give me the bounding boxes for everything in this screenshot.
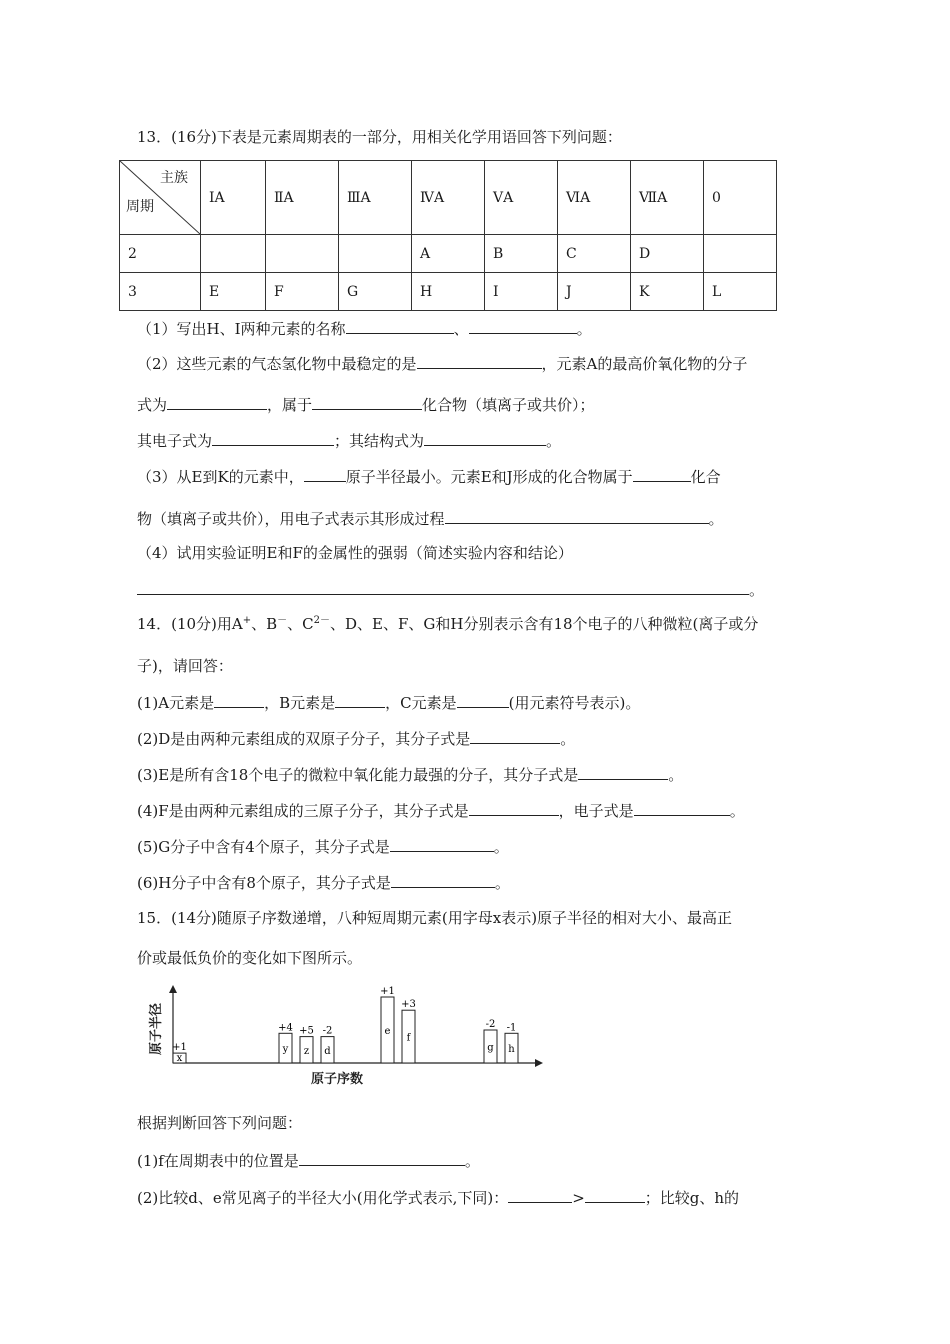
q13-part4-answer — [137, 578, 764, 600]
answer-blank[interactable] — [445, 507, 709, 524]
text: （3）从E到K的元素中， — [137, 468, 304, 486]
answer-blank[interactable] — [424, 429, 546, 446]
text: (1)A元素是 — [137, 694, 215, 712]
answer-blank[interactable] — [470, 727, 560, 744]
text: 。 — [494, 874, 510, 892]
text: 。 — [493, 838, 509, 856]
text: 。 — [560, 730, 576, 748]
valence-label: +1 — [172, 1042, 187, 1054]
element-cell: E — [201, 273, 266, 311]
group-header: ⅢA — [339, 161, 412, 235]
text: 化合 — [690, 468, 721, 486]
text: 化合物（填离子或共价）； — [422, 396, 595, 414]
element-cell — [704, 235, 777, 273]
charge-sup: + — [242, 615, 252, 626]
q14-part6 — [137, 871, 510, 893]
text: （1）写出H、I两种元素的名称 — [137, 320, 346, 338]
text: (用元素符号表示)。 — [508, 694, 641, 712]
text: 。 — [729, 802, 745, 820]
element-cell — [339, 235, 412, 273]
q14-part2 — [137, 727, 575, 749]
element-cell — [266, 235, 339, 273]
text: 。 — [576, 320, 592, 338]
text: 、 — [453, 320, 469, 338]
group-header: ⅤA — [485, 161, 558, 235]
bar-label: g — [487, 1042, 494, 1054]
table-corner-cell — [120, 161, 201, 235]
q15-part1 — [137, 1149, 480, 1171]
q13-part2-cont — [137, 393, 595, 415]
group-header: ⅦA — [631, 161, 704, 235]
corner-group-label: 主族 — [160, 170, 188, 186]
period-cell: 3 — [120, 273, 201, 311]
q15-heading-cont: 价或最低负价的变化如下图所示。 — [137, 949, 363, 967]
answer-blank[interactable] — [346, 317, 454, 334]
answer-blank[interactable] — [390, 835, 494, 852]
text: (1)f在周期表中的位置是 — [137, 1152, 299, 1170]
q14-part3 — [137, 763, 683, 785]
atomic-radius-chart — [145, 985, 545, 1090]
text: 物（填离子或共价），用电子式表示其形成过程 — [137, 510, 445, 528]
bar-label: f — [406, 1032, 411, 1044]
bar-label: d — [324, 1045, 331, 1057]
text: 其电子式为 — [137, 432, 213, 450]
answer-blank[interactable] — [212, 429, 334, 446]
text: 、C — [287, 615, 314, 633]
element-cell: H — [412, 273, 485, 311]
text: > — [572, 1189, 585, 1207]
x-axis-arrow-icon — [535, 1059, 543, 1067]
element-cell: A — [412, 235, 485, 273]
element-cell: B — [485, 235, 558, 273]
q13-heading: 13．(16分)下表是元素周期表的一部分，用相关化学用语回答下列问题： — [137, 128, 622, 146]
q13-part4: （4）试用实验证明E和F的金属性的强弱（简述实验内容和结论） — [137, 544, 573, 562]
group-header: 0 — [704, 161, 777, 235]
answer-blank[interactable] — [634, 799, 730, 816]
q14-heading-cont: 子)，请回答： — [137, 657, 233, 675]
answer-blank[interactable] — [469, 317, 577, 334]
periodic-table — [119, 160, 777, 311]
answer-blank[interactable] — [508, 1186, 572, 1203]
answer-blank[interactable] — [312, 393, 422, 410]
bar-label: x — [176, 1053, 183, 1064]
valence-label: -2 — [322, 1025, 333, 1037]
q13-part3 — [137, 465, 721, 487]
table-row — [120, 235, 777, 273]
answer-blank[interactable] — [137, 578, 749, 595]
valence-label: +3 — [401, 999, 416, 1011]
bar-label: y — [282, 1044, 289, 1056]
bar-label: z — [303, 1045, 310, 1057]
answer-blank[interactable] — [214, 691, 264, 708]
answer-blank[interactable] — [578, 763, 668, 780]
answer-blank[interactable] — [167, 393, 267, 410]
text: ，属于 — [267, 396, 313, 414]
answer-blank[interactable] — [633, 465, 691, 482]
q14-part5 — [137, 835, 509, 857]
q14-part1 — [137, 691, 640, 713]
valence-label: +1 — [380, 986, 395, 997]
element-cell: I — [485, 273, 558, 311]
element-cell: F — [266, 273, 339, 311]
text: (3)E是所有含18个电子的微粒中氧化能力最强的分子，其分子式是 — [137, 766, 579, 784]
element-cell — [201, 235, 266, 273]
q13-part3-cont — [137, 507, 724, 529]
group-header: ⅠA — [201, 161, 266, 235]
valence-label: -1 — [506, 1022, 517, 1034]
text: (6)H分子中含有8个原子，其分子式是 — [137, 874, 391, 892]
element-cell: L — [704, 273, 777, 311]
text: (4)F是由两种元素组成的三原子分子，其分子式是 — [137, 802, 469, 820]
text: ，电子式是 — [558, 802, 634, 820]
text: ，B元素是 — [264, 694, 336, 712]
period-cell: 2 — [120, 235, 201, 273]
q14-heading — [137, 614, 758, 634]
y-axis-label: 原子半径 — [149, 1002, 164, 1055]
corner-period-label: 周期 — [126, 199, 154, 215]
bar-label: h — [508, 1044, 515, 1056]
bar-label: e — [384, 1026, 391, 1037]
charge-sup: － — [277, 615, 288, 626]
element-cell: J — [558, 273, 631, 311]
group-header: ⅥA — [558, 161, 631, 235]
text: ，元素A的最高价氧化物的分子 — [541, 355, 748, 373]
charge-sup: 2－ — [313, 615, 330, 626]
group-header: ⅡA — [266, 161, 339, 235]
text: 。 — [546, 432, 562, 450]
text: 。 — [668, 766, 684, 784]
q15-heading: 15．(14分)随原子序数递增，八种短周期元素(用字母x表示)原子半径的相对大小、最高正 — [137, 909, 733, 927]
text: (2)比较d、e常见离子的半径大小(用化学式表示,下同)： — [137, 1189, 509, 1207]
q14-part4 — [137, 799, 745, 821]
text: 、D、E、F、G和H分别表示含有18个电子的八种微粒(离子或分 — [330, 615, 759, 633]
q15-instructions: 根据判断回答下列问题： — [137, 1114, 303, 1132]
answer-blank[interactable] — [304, 465, 346, 482]
text: ；其结构式为 — [334, 432, 425, 450]
q13-part2-formula — [137, 429, 561, 451]
text: 。 — [708, 510, 724, 528]
text: （2）这些元素的气态氢化物中最稳定的是 — [137, 355, 417, 373]
text: ；比较g、h的 — [644, 1189, 740, 1207]
text: (2)D是由两种元素组成的双原子分子，其分子式是 — [137, 730, 471, 748]
element-cell: G — [339, 273, 412, 311]
y-axis-arrow-icon — [169, 985, 177, 993]
text: 。 — [749, 581, 765, 599]
element-cell: K — [631, 273, 704, 311]
q13-part2 — [137, 352, 747, 374]
valence-label: -2 — [485, 1019, 496, 1030]
text: 式为 — [137, 396, 168, 414]
text: 。 — [464, 1152, 480, 1170]
element-cell: D — [631, 235, 704, 273]
valence-label: +4 — [278, 1022, 293, 1034]
text: 原子半径最小。元素E和J形成的化合物属于 — [345, 468, 633, 486]
answer-blank[interactable] — [391, 871, 495, 888]
answer-blank[interactable] — [457, 691, 509, 708]
answer-blank[interactable] — [585, 1186, 645, 1203]
answer-blank[interactable] — [335, 691, 385, 708]
answer-blank[interactable] — [299, 1149, 465, 1166]
text: (5)G分子中含有4个原子，其分子式是 — [137, 838, 390, 856]
text: 14．(10分)用A — [137, 615, 243, 633]
valence-label: +5 — [299, 1025, 314, 1037]
q15-part2 — [137, 1186, 739, 1208]
element-cell: C — [558, 235, 631, 273]
q13-part1 — [137, 317, 592, 339]
text: ，C元素是 — [385, 694, 457, 712]
group-header: ⅣA — [412, 161, 485, 235]
answer-blank[interactable] — [469, 799, 559, 816]
text: 、B — [251, 615, 278, 633]
x-axis-label: 原子序数 — [311, 1072, 364, 1087]
answer-blank[interactable] — [417, 352, 542, 369]
table-row — [120, 273, 777, 311]
